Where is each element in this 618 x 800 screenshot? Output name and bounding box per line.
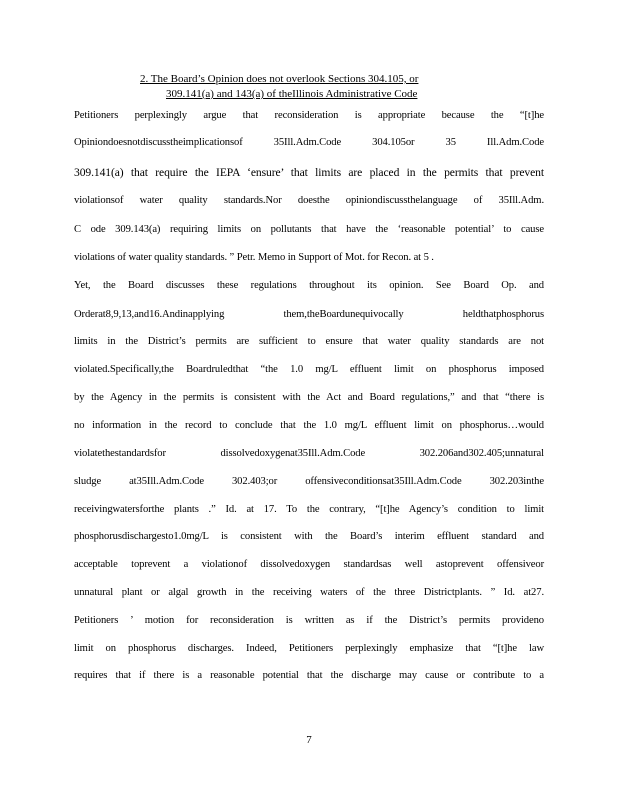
text-line: C ode 309.143(a) requiring limits on pollutants that have the ‘reasonable potential’ to cause <box>74 224 544 235</box>
text-line: sludge at35Ill.Adm.Code 302.403;or offensiveconditionsat35Ill.Adm.Code 302.203inthe <box>74 476 544 487</box>
text-line: Petitioners perplexingly argue that reconsideration is appropriate because the “[t]he <box>74 110 544 121</box>
text-line: violated.Specifically,the Boardruledthat “the 1.0 mg/L effluent limit on phosphorus imposed <box>74 364 544 375</box>
text-line: phosphorusdischargesto1.0mg/L is consistent with the Board’s interim effluent standard and <box>74 531 544 542</box>
text-line: Yet, the Board discusses these regulations throughout its opinion. See Board Op. and <box>74 280 544 291</box>
text-line: violations of water quality standards. ” Petr. Memo in Support of Mot. for Recon. at 5 . <box>74 252 434 263</box>
section-heading <box>140 72 470 102</box>
text-line: unnatural plant or algal growth in the receiving waters of the three Districtplants. ” Id. at27. <box>74 587 544 598</box>
heading-line-1: 2. The Board’s Opinion does not overlook Sections 304.105, or <box>140 73 419 85</box>
text-line: limits in the District’s permits are sufficient to ensure that water quality standards are not <box>74 336 544 347</box>
page-number: 7 <box>306 734 312 746</box>
text-line: violationsof water quality standards.Nor doesthe opiniondiscussthelanguage of 35Ill.Adm. <box>74 195 544 206</box>
text-line: 309.141(a) that require the IEPA ‘ensure’ that limits are placed in the permits that prevent <box>74 166 544 179</box>
text-line: requires that if there is a reasonable potential that the discharge may cause or contribute to a <box>74 670 544 681</box>
text-line: acceptable toprevent a violationof dissolvedoxygen standardsas well astoprevent offensiveor <box>74 559 544 570</box>
text-line: receivingwatersforthe plants .” Id. at 17. To the contrary, “[t]he Agency’s condition to limit <box>74 504 544 515</box>
text-line: Orderat8,9,13,and16.Andinapplying them,theBoardunequivocally heldthatphosphorus <box>74 309 544 320</box>
text-line: no information in the record to conclude that the 1.0 mg/L effluent limit on phosphorus…would <box>74 420 544 431</box>
text-line: limit on phosphorus discharges. Indeed, Petitioners perplexingly emphasize that “[t]he law <box>74 643 544 654</box>
text-line: Opiniondoesnotdiscusstheimplicationsof 35Ill.Adm.Code 304.105or 35 Ill.Adm.Code <box>74 137 544 148</box>
text-line: violatethestandardsfor dissolvedoxygenat35Ill.Adm.Code 302.206and302.405;unnatural <box>74 448 544 459</box>
text-line: by the Agency in the permits is consistent with the Act and Board regulations,” and that “there is <box>74 392 544 403</box>
heading-line-2: 309.141(a) and 143(a) of theIllinois Administrative Code <box>166 88 418 100</box>
text-line: Petitioners ’ motion for reconsideration is written as if the District’s permits provideno <box>74 615 544 626</box>
